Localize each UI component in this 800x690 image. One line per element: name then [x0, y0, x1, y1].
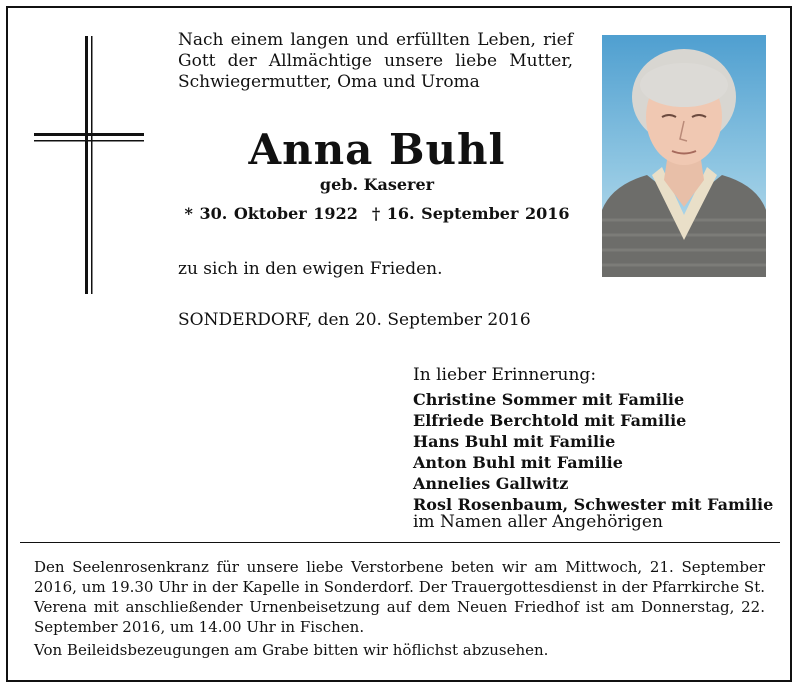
memorial-heading: In lieber Erinnerung:	[413, 365, 597, 385]
memorial-closing: im Namen aller Angehörigen	[413, 512, 663, 532]
family-item: Elfriede Berchtold mit Familie	[413, 411, 687, 430]
family-list	[413, 389, 773, 515]
divider	[20, 542, 780, 543]
family-item: Hans Buhl mit Familie	[413, 432, 616, 451]
place-date: SONDERDORF, den 20. September 2016	[178, 310, 531, 330]
portrait-illustration	[602, 35, 766, 277]
family-item: Christine Sommer mit Familie	[413, 390, 685, 409]
maiden-name: geb. Kaserer	[319, 175, 435, 194]
family-item: Rosl Rosenbaum, Schwester mit Familie	[413, 495, 774, 514]
peace-line: zu sich in den ewigen Frieden.	[178, 259, 443, 279]
birth-date: * 30. Oktober 1922	[184, 204, 358, 223]
deceased-name: Anna Buhl	[248, 125, 506, 174]
portrait-photo	[602, 35, 766, 277]
death-date: † 16. September 2016	[371, 204, 570, 223]
family-item: Annelies Gallwitz	[413, 474, 569, 493]
family-item: Anton Buhl mit Familie	[413, 453, 623, 472]
intro-text: Nach einem langen und erfüllten Leben, rief Gott der Allmächtige unsere liebe Mutter, Schwiegermutter, Oma und Uroma	[178, 30, 573, 92]
service-details: Den Seelenrosenkranz für unsere liebe Verstorbene beten wir am Mittwoch, 21. September 2016, um 19.30 Uhr in der Kapelle in Sonderdorf. Der Trauergottesdienst in der Pfarrkirche St. Verena mit anschließender Urnenbeisetzung auf dem Neuen Friedhof ist am Donnerstag, 22. September 2016, um 14.00 Uhr in Fischen.	[34, 558, 765, 636]
condolence-note: Von Beileidsbezeugungen am Grabe bitten wir höflichst abzusehen.	[34, 641, 549, 659]
cross-icon	[34, 36, 144, 294]
life-dates	[178, 204, 576, 223]
